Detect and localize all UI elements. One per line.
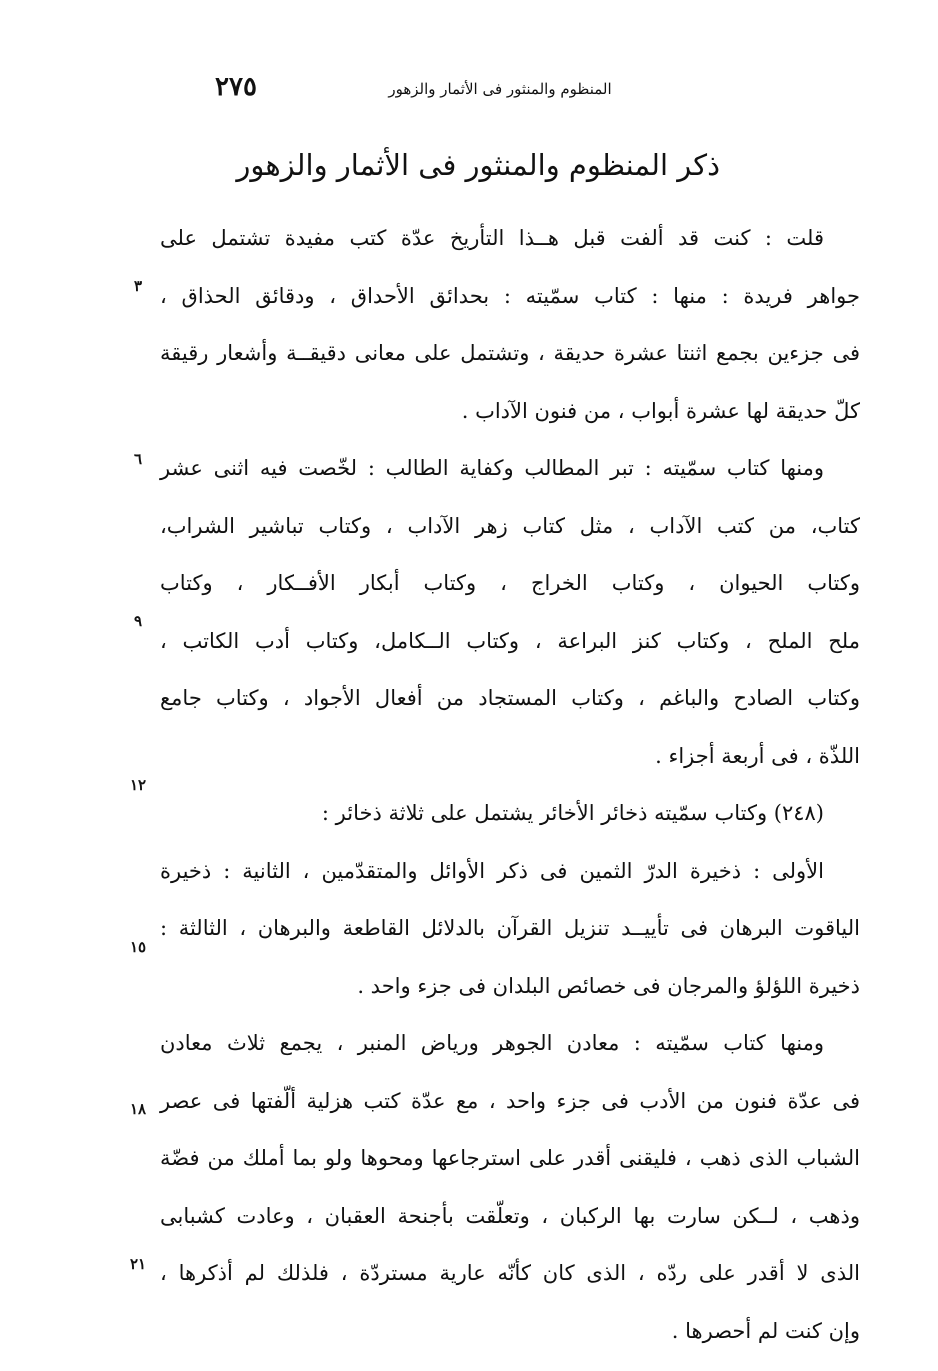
- running-title: المنظوم والمنثور فى الأثمار والزهور: [388, 80, 612, 98]
- text-line: جواهر فريدة : منها : كتاب سمّيته : بحدائق الأحداق ، ودقائق الحذاق ،: [160, 283, 860, 308]
- text-line: الياقوت البرهان فى تأييــد تنزيل القرآن بالدلائل القاطعة والبرهان ، الثالثة :: [160, 916, 860, 940]
- line-number: ١٨: [129, 1100, 147, 1118]
- text-line: ومنها كتاب سمّيته : معادن الجوهر ورياض المنبر ، يجمع ثلاث معادن: [160, 1031, 824, 1055]
- text-line: وكتاب الصادح والباغم ، وكتاب المستجاد من أفعال الأجواد ، وكتاب جامع: [160, 686, 860, 710]
- text-line: وإن كنت لم أحصرها .: [671, 1318, 860, 1343]
- text-line: الأولى : ذخيرة الدرّ الثمين فى ذكر الأوائل والمتقدّمين ، الثانية : ذخيرة: [160, 858, 824, 883]
- text-line: (٢٤٨) وكتاب سمّيته ذخائر الأخائر يشتمل على ثلاثة ذخائر :: [321, 801, 824, 825]
- text-line: قلت : كنت قد ألفت قبل هــذا التأريخ عدّة كتب مفيدة تشتمل على: [160, 226, 824, 250]
- text-line: اللذّة ، فى أربعة أجزاء .: [655, 743, 860, 768]
- text-line: كلّ حديقة لها عشرة أبواب ، من فنون الآداب .: [461, 398, 860, 423]
- line-number: ١٥: [129, 938, 147, 956]
- line-number: ٢١: [129, 1255, 147, 1273]
- text-line: وكتاب الحيوان ، وكتاب الخراج ، وكتاب أبكار الأفــكار ، وكتاب: [160, 571, 860, 595]
- text-line: وذهب ، لــكن سارت بها الركبان ، وتعلّقت بأجنحة العقبان ، وعادت كشبابى: [160, 1203, 860, 1228]
- line-number: ٦: [133, 450, 143, 468]
- text-line: فى جزءين بجمع اثنتا عشرة حديقة ، وتشتمل على معانى دقيقــة وأشعار رقيقة: [160, 341, 860, 365]
- text-line: فى عدّة فنون من الأدب فى جزء واحد ، مع عدّة كتب هزلية ألّفتها فى عصر: [160, 1088, 860, 1113]
- text-line: ملح الملح ، وكتاب كنز البراعة ، وكتاب الــكامل، وكتاب أدب الكاتب ،: [160, 628, 860, 653]
- line-number: ٣: [133, 277, 143, 295]
- text-line: ذخيرة اللؤلؤ والمرجان فى خصائص البلدان فى جزء واحد .: [357, 973, 860, 998]
- line-number: ١٢: [129, 776, 147, 794]
- text-line: الشباب الذى ذهب ، فليقنى أقدر على استرجاعها ومحوها ولو بما أملك من فضّة: [160, 1146, 860, 1170]
- section-heading: ذكر المنظوم والمنثور فى الأثمار والزهور: [236, 148, 720, 182]
- text-line: ومنها كتاب سمّيته : تبر المطالب وكفاية الطالب : لخّصت فيه اثنى عشر: [160, 456, 824, 480]
- line-number: ٩: [133, 612, 143, 630]
- body-text: [160, 210, 860, 1360]
- page-number: ٢٧٥: [215, 72, 257, 102]
- text-line: كتاب، من كتب الآداب ، مثل كتاب زهر الآداب ، وكتاب تباشير الشراب،: [160, 513, 860, 538]
- text-line: الذى لا أقدر على ردّه ، الذى كان كأنّه عارية مستردّة ، فلذلك لم أذكرها ،: [160, 1261, 860, 1285]
